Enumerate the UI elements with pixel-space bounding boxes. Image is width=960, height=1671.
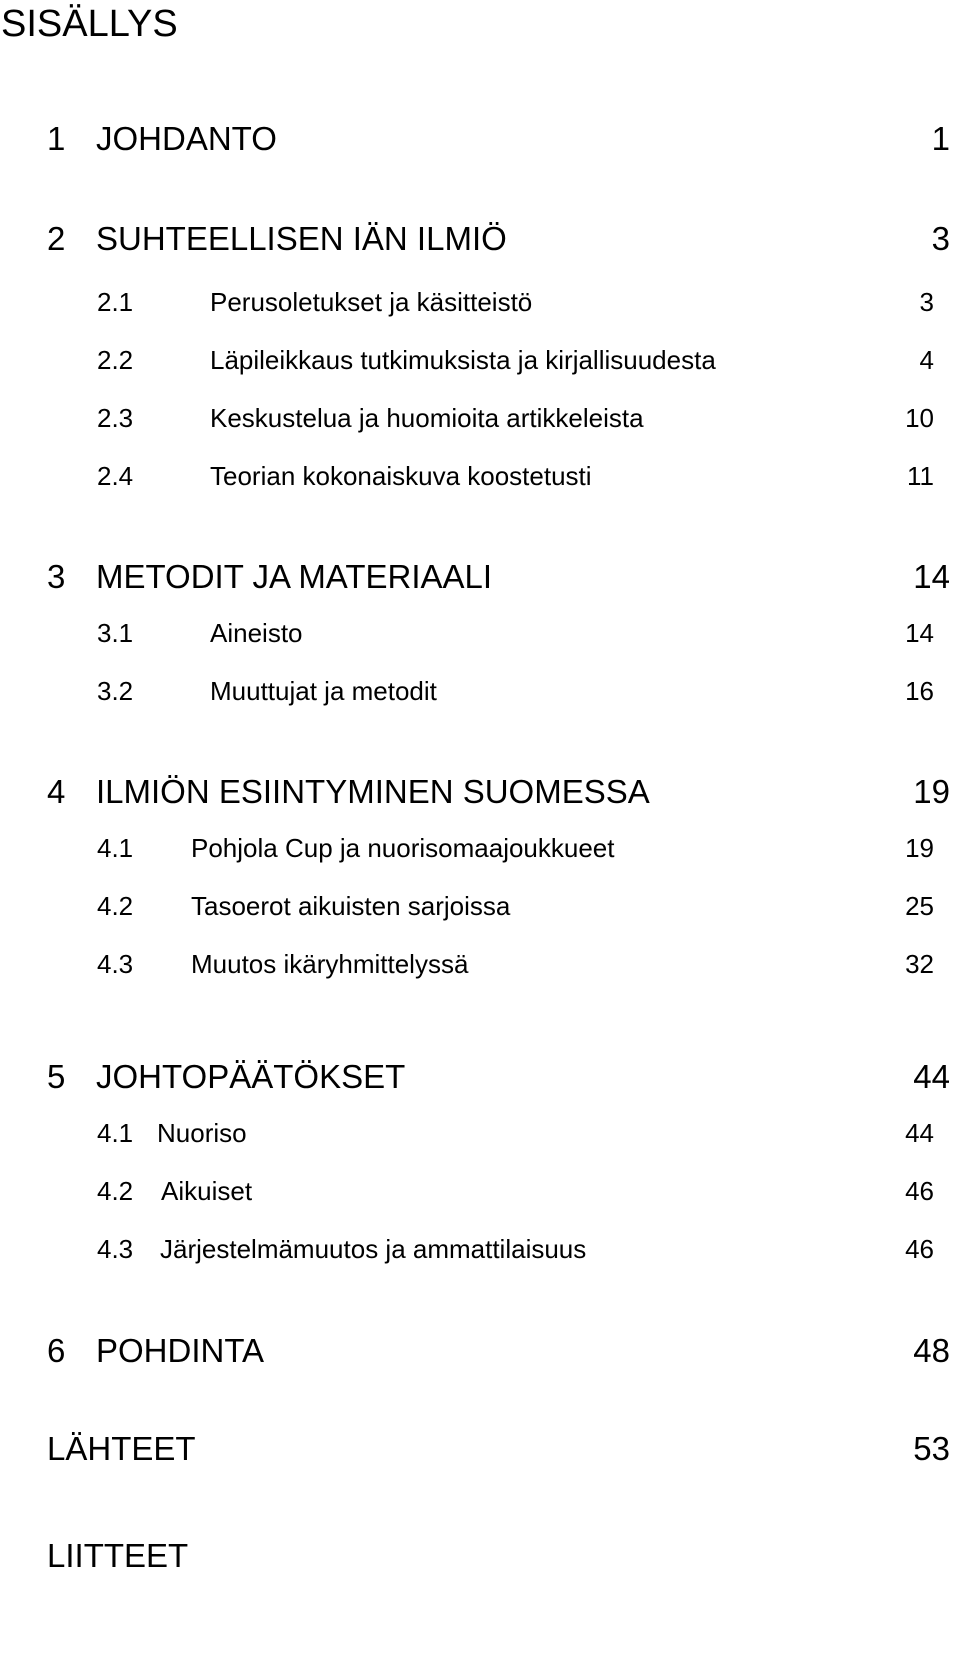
chapter-title: JOHDANTO [96, 120, 277, 157]
section-page: 46 [905, 1234, 934, 1264]
section-page: 32 [905, 949, 934, 979]
section-title: Aikuiset [161, 1176, 253, 1206]
section-number: 4.1 [97, 1118, 134, 1148]
chapter-page: 19 [913, 773, 950, 810]
section-page: 16 [905, 676, 934, 706]
section-page: 11 [907, 461, 934, 491]
chapter-title: JOHTOPÄÄTÖKSET [96, 1058, 406, 1095]
section-number: 2.4 [97, 461, 134, 491]
chapter-number: 2 [47, 220, 66, 257]
section-page: 44 [905, 1118, 934, 1148]
section-number: 3.1 [97, 618, 134, 648]
chapter-title: ILMIÖN ESIINTYMINEN SUOMESSA [96, 773, 650, 810]
section-number: 4.2 [97, 891, 134, 921]
chapter-page: 44 [913, 1058, 950, 1095]
section-page: 14 [905, 618, 934, 648]
section-title: Perusoletukset ja käsitteistö [210, 287, 533, 317]
chapter-title: LÄHTEET [47, 1430, 196, 1467]
section-title: Aineisto [210, 618, 303, 648]
chapter-page: 14 [913, 558, 950, 595]
chapter-title: SUHTEELLISEN IÄN ILMIÖ [96, 220, 507, 257]
chapter-page: 3 [931, 220, 950, 257]
chapter-title: POHDINTA [96, 1332, 265, 1369]
section-page: 19 [905, 833, 934, 863]
section-page: 10 [905, 403, 934, 433]
section-number: 2.1 [97, 287, 134, 317]
section-number: 3.2 [97, 676, 134, 706]
section-page: 46 [905, 1176, 934, 1206]
chapter-number: 5 [47, 1058, 66, 1095]
chapter-number: 4 [47, 773, 66, 810]
chapter-number: 3 [47, 558, 66, 595]
section-title: Muutos ikäryhmittelyssä [191, 949, 469, 979]
section-number: 4.3 [97, 1234, 134, 1264]
section-page: 25 [905, 891, 934, 921]
section-title: Järjestelmämuutos ja ammattilaisuus [160, 1234, 587, 1264]
section-title: Läpileikkaus tutkimuksista ja kirjallisuudesta [210, 345, 716, 375]
section-title: Nuoriso [157, 1118, 247, 1148]
chapter-page: 48 [913, 1332, 950, 1369]
section-title: Tasoerot aikuisten sarjoissa [191, 891, 511, 921]
section-number: 4.1 [97, 833, 134, 863]
section-number: 4.3 [97, 949, 134, 979]
section-page: 3 [919, 287, 934, 317]
section-page: 4 [919, 345, 934, 375]
section-number: 4.2 [97, 1176, 134, 1206]
section-number: 2.3 [97, 403, 134, 433]
chapter-title: METODIT JA MATERIAALI [96, 558, 493, 595]
section-title: Muuttujat ja metodit [210, 676, 437, 706]
section-title: Keskustelua ja huomioita artikkeleista [210, 403, 644, 433]
section-number: 2.2 [97, 345, 134, 375]
chapter-page: 53 [913, 1430, 950, 1467]
section-title: Teorian kokonaiskuva koostetusti [210, 461, 592, 491]
chapter-title: LIITTEET [47, 1537, 189, 1574]
chapter-number: 1 [47, 120, 66, 157]
toc-title: SISÄLLYS [1, 3, 178, 45]
chapter-page: 1 [931, 120, 950, 157]
section-title: Pohjola Cup ja nuorisomaajoukkueet [191, 833, 615, 863]
chapter-number: 6 [47, 1332, 66, 1369]
